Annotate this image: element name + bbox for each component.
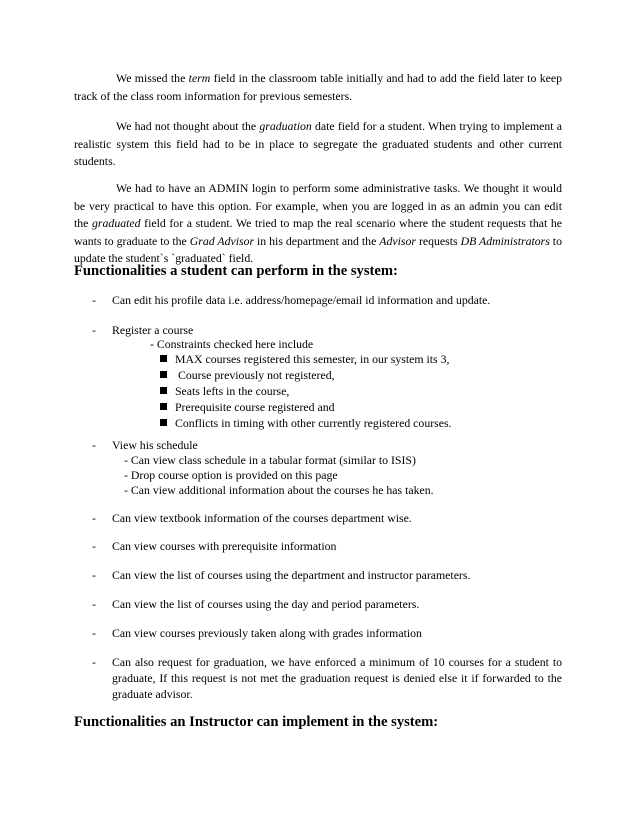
list-item-text: Can view courses previously taken along with grades information <box>112 626 422 640</box>
list-dash: - <box>92 293 96 307</box>
list-item-text: View his schedule <box>112 438 198 452</box>
bullet-text: Seats lefts in the course, <box>175 384 290 398</box>
list-item-text: Can view courses with prerequisite information <box>112 539 337 553</box>
bullet-item <box>160 415 452 431</box>
bullet-text: Conflicts in timing with other currently registered courses. <box>175 416 452 430</box>
list-item-text: Can view textbook information of the courses department wise. <box>112 511 412 525</box>
p3-text-i: to update the student`s `graduated` field. <box>74 233 562 266</box>
p3-text-g: requests <box>415 233 461 248</box>
list-dash: - <box>92 438 96 452</box>
p1-term-italic: term <box>188 71 211 85</box>
p2-graduation-italic: graduation <box>259 119 312 133</box>
list-item-text: Can view the list of courses using the day and period parameters. <box>112 597 420 611</box>
p2-text-a: We had not thought about the <box>116 119 260 133</box>
p3-grad-advisor-italic: Grad Advisor <box>189 233 255 248</box>
p3-text-e: in his department and the <box>254 233 380 248</box>
square-bullet-icon <box>160 387 167 394</box>
p1-text-a: We missed the <box>116 71 189 85</box>
list-item-text: Register a course <box>112 323 194 337</box>
bullet-text: Prerequisite course registered and <box>175 400 335 414</box>
square-bullet-icon <box>160 403 167 410</box>
p3-graduated-italic: graduated <box>92 216 141 231</box>
list-dash: - <box>92 323 96 337</box>
p3-db-admin-italic: DB Administrators <box>460 233 550 248</box>
list-item-text: Can also request for graduation, we have enforced a minimum of 10 courses for a student to graduate, If this request is not met the graduation request is denied else it if forwarded to the graduate advisor. <box>112 655 562 701</box>
square-bullet-icon <box>160 419 167 426</box>
list-dash: - <box>92 626 96 640</box>
list-dash: - <box>92 568 96 582</box>
square-bullet-icon <box>160 355 167 362</box>
list-dash: - <box>92 597 96 611</box>
paragraph-graduation-field <box>74 118 562 171</box>
constraints-label: - Constraints checked here include <box>150 337 314 351</box>
list-item-text: Can view the list of courses using the department and instructor parameters. <box>112 568 471 582</box>
bullet-item <box>160 383 289 399</box>
schedule-sub-item: - Can view additional information about the courses he has taken. <box>124 483 434 497</box>
p3-text-a: We had to have an ADMIN login to perform some administrative tasks. We thought it would be very practical to have this option. For example, when you are logged in as an admin you can edit the <box>74 181 562 231</box>
list-dash: - <box>92 655 96 669</box>
bullet-item <box>160 367 335 383</box>
bullet-text: Course previously not registered, <box>175 368 335 382</box>
paragraph-term-field <box>74 70 562 105</box>
schedule-sub-item: - Drop course option is provided on this page <box>124 468 338 482</box>
student-section-heading: Functionalities a student can perform in the system: <box>74 263 398 279</box>
bullet-item <box>160 351 449 367</box>
p3-text-c: field for a student. We tried to map the real scenario where the student requests that he wants to graduate to the <box>74 216 562 248</box>
list-dash: - <box>92 539 96 553</box>
paragraph-admin-login <box>74 180 562 268</box>
list-item-text: Can edit his profile data i.e. address/homepage/email id information and update. <box>112 293 491 307</box>
p2-text-c: date field for a student. When trying to implement a realistic system this field had to be in place to segregate the graduated students and other current students. <box>74 119 562 169</box>
square-bullet-icon <box>160 371 167 378</box>
instructor-section-heading: Functionalities an Instructor can implement in the system: <box>74 714 439 730</box>
p3-advisor-italic: Advisor <box>379 233 416 248</box>
bullet-item <box>160 399 335 415</box>
p1-text-c: field in the classroom table initially and had to add the field later to keep track of the class room information for previous semesters. <box>74 71 562 103</box>
list-dash: - <box>92 511 96 525</box>
bullet-text: MAX courses registered this semester, in our system its 3, <box>175 352 450 366</box>
schedule-sub-item: - Can view class schedule in a tabular format (similar to ISIS) <box>124 453 416 467</box>
